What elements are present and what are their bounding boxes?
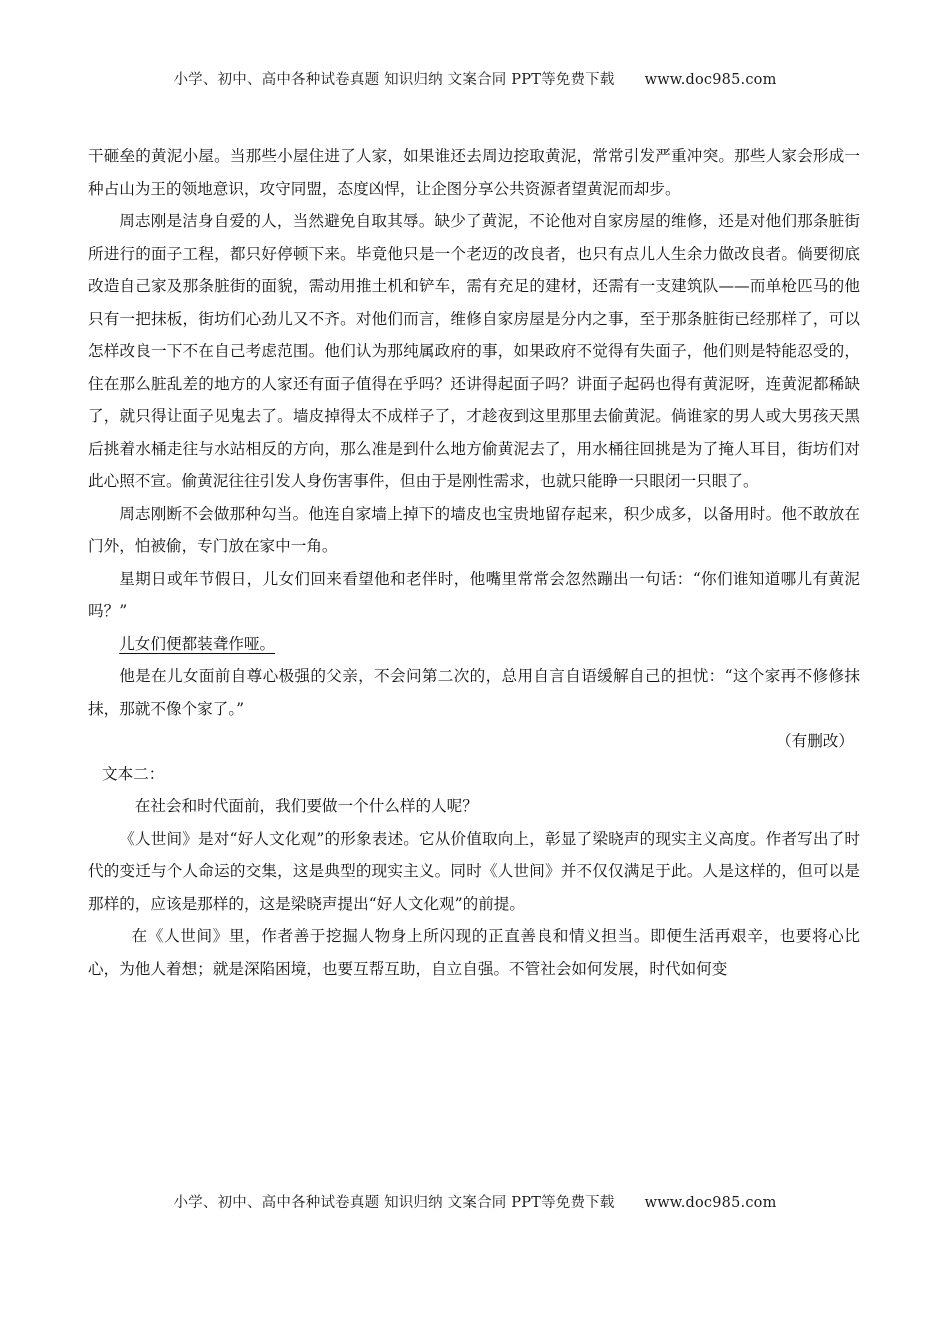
header-text: 小学、初中、高中各种试卷真题 知识归纳 文案合同 PPT等免费下载: [173, 72, 615, 88]
paragraph-4: 星期日或年节假日，儿女们回来看望他和老伴时，他嘴里常常会忽然蹦出一句话：“你们谁知道哪儿有黄泥吗？”: [88, 569, 860, 620]
page-header: [0, 68, 950, 89]
paragraph-3: 周志刚断不会做那种勾当。他连自家墙上掉下的墙皮也宝贵地留存起来，积少成多，以备用时。他不敢放在门外，怕被偷，专门放在家中一角。: [88, 504, 860, 555]
paragraph-8: 《人世间》是对“好人文化观”的形象表述。它从价值取向上，彰显了梁晓声的现实主义高度。作者写出了时代的变迁与个人命运的交集，这是典型的现实主义。同时《人世间》并不仅仅满足于此。人是这样的，但可以是那样的，应该是那样的，这是梁晓声提出“好人文化观”的前提。: [88, 829, 860, 913]
paragraph-1: 干砸垒的黄泥小屋。当那些小屋住进了人家，如果谁还去周边挖取黄泥，常常引发严重冲突。那些人家会形成一种占山为王的领地意识，攻守同盟，态度凶悍，让企图分享公共资源者望黄泥而却步。: [88, 147, 860, 198]
source-note: （有删改）: [776, 732, 854, 750]
document-body: [88, 140, 860, 985]
paragraph-2: 周志刚是洁身自爱的人，当然避免自取其辱。缺少了黄泥，不论他对自家房屋的维修，还是对他们那条脏街所进行的面子工程，都只好停顿下来。毕竟他只是一个老迈的改良者，也只有点儿人生余力做改良者。倘要彻底改造自己家及那条脏街的面貌，需动用推土机和铲车，需有充足的建材，还需有一支建筑队——而单枪匹马的他只有一把抹板，街坊们心劲儿又不齐。对他们而言，维修自家房屋是分内之事，至于那条脏街已经那样了，可以怎样改良一下不在自己考虑范围。他们认为那纯属政府的事，如果政府不觉得有失面子，他们则是特能忍受的，住在那么脏乱差的地方的人家还有面子值得在乎吗？还讲得起面子吗？讲面子起码也得有黄泥呀，连黄泥都稀缺了，就只得让面子见鬼去了。墙皮掉得太不成样子了，才趁夜到这里那里去偷黄泥。倘谁家的男人或大男孩天黑后挑着水桶走往与水站相反的方向，那么准是到什么地方偷黄泥去了，用水桶往回挑是为了掩人耳目，街坊们对此心照不宣。偷黄泥往往引发人身伤害事件，但由于是刚性需求，也就只能睁一只眼闭一只眼了。: [88, 212, 860, 490]
header-url[interactable]: www.doc985.com: [644, 72, 777, 88]
paragraph-7: 在社会和时代面前，我们要做一个什么样的人呢？: [134, 797, 478, 815]
footer-url[interactable]: www.doc985.com: [644, 1195, 777, 1211]
text-two-label: 文本二：: [102, 764, 165, 783]
paragraph-5-underlined: [88, 628, 860, 661]
underlined-sentence: 儿女们便都装聋作哑。: [119, 634, 276, 653]
paragraph-6: 他是在儿女面前自尊心极强的父亲，不会问第二次的，总用自言自语缓解自己的担忧：“这个家再不修修抹抹，那就不像个家了。”: [88, 667, 860, 718]
paragraph-9: 在《人世间》里，作者善于挖掘人物身上所闪现的正直善良和情义担当。即便生活再艰辛，也要将心比心，为他人着想；就是深陷困境，也要互帮互助，自立自强。不管社会如何发展，时代如何变: [88, 927, 860, 978]
page-footer: [0, 1191, 950, 1212]
footer-text: 小学、初中、高中各种试卷真题 知识归纳 文案合同 PPT等免费下载: [173, 1195, 615, 1211]
